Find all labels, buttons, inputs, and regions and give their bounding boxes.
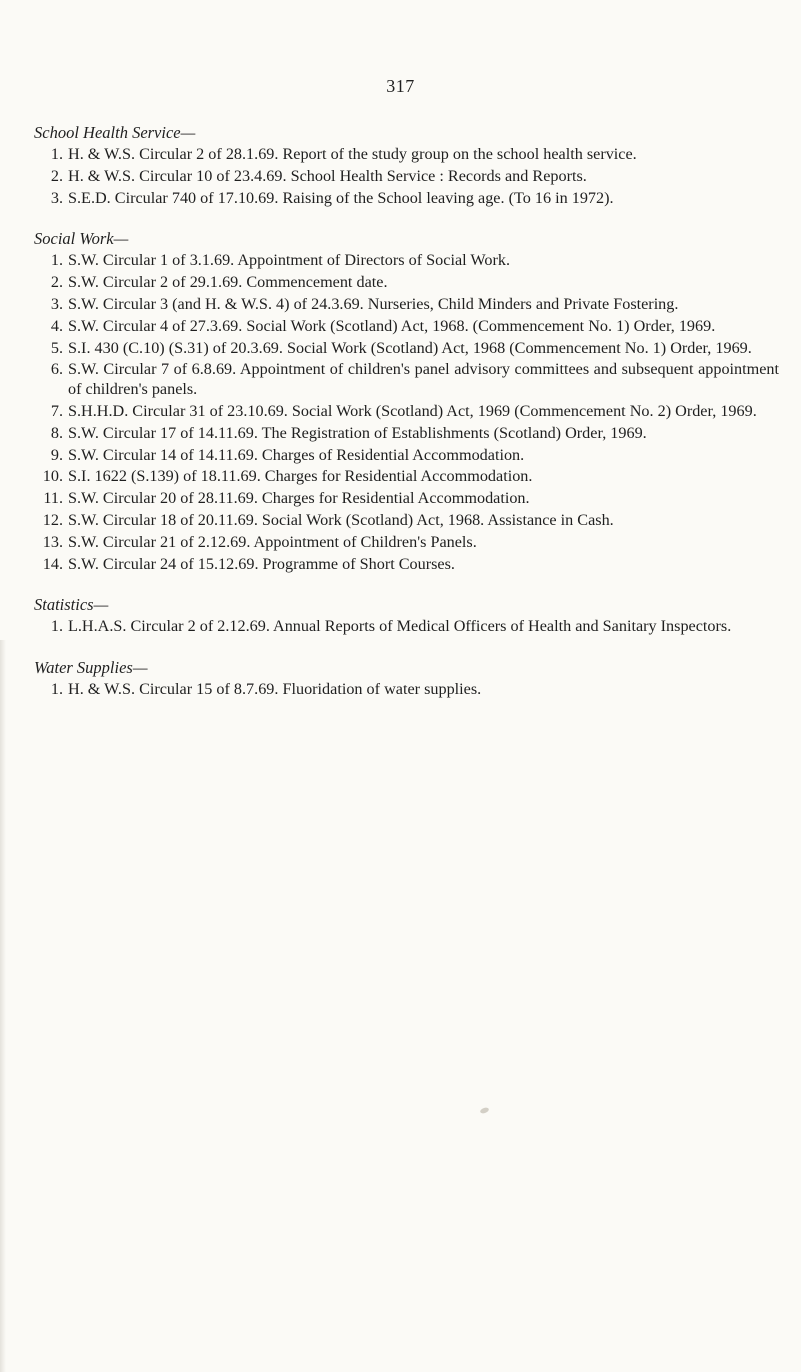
item-text: S.W. Circular 2 of 29.1.69. Commencement date.: [68, 273, 388, 292]
list-item: [34, 489, 779, 509]
item-text: S.W. Circular 17 of 14.11.69. The Registration of Establishments (Scotland) Order, 1969.: [68, 423, 647, 442]
item-text: S.H.H.D. Circular 31 of 23.10.69. Social Work (Scotland) Act, 1969 (Commencement No. 2) Order, 1969.: [68, 401, 757, 420]
item-list: [34, 251, 779, 574]
item-text: H. & W.S. Circular 2 of 28.1.69. Report of the study group on the school health service.: [68, 145, 637, 163]
section-water-supplies: [34, 657, 779, 700]
item-text: H. & W.S. Circular 10 of 23.4.69. School Health Service : Records and Reports.: [68, 166, 587, 185]
section-school-health-service: [34, 122, 779, 208]
list-item: [34, 273, 779, 293]
list-item: [34, 467, 779, 487]
item-list: [34, 680, 779, 700]
list-item: [34, 680, 779, 700]
item-list: [34, 617, 779, 637]
item-number: 1.: [50, 680, 63, 699]
item-number: 3.: [50, 294, 63, 313]
item-number: 1.: [50, 617, 63, 636]
item-number: 7.: [50, 401, 63, 420]
item-number: 4.: [50, 316, 63, 335]
list-item: [34, 424, 779, 444]
list-item: [34, 295, 779, 315]
document-body: [34, 122, 779, 720]
item-number: 10.: [42, 467, 63, 486]
item-number: 9.: [50, 445, 63, 464]
list-item: [34, 339, 779, 359]
item-number: 6.: [50, 360, 63, 379]
section-heading: School Health Service—: [34, 123, 196, 142]
item-number: 3.: [50, 188, 63, 207]
page-number: 317: [386, 76, 415, 96]
list-item: [34, 533, 779, 553]
scan-speck: [479, 1107, 489, 1115]
item-number: 11.: [43, 489, 63, 508]
item-number: 1.: [50, 251, 63, 270]
item-text: H. & W.S. Circular 15 of 8.7.69. Fluoridation of water supplies.: [68, 680, 482, 699]
item-number: 14.: [42, 554, 63, 573]
item-text: S.W. Circular 1 of 3.1.69. Appointment of Directors of Social Work.: [68, 251, 510, 270]
scan-edge-shadow: [0, 640, 6, 1372]
item-text: S.W. Circular 24 of 15.12.69. Programme of Short Courses.: [68, 554, 455, 573]
list-item: [34, 617, 779, 637]
item-text: S.W. Circular 4 of 27.3.69. Social Work (Scotland) Act, 1968. (Commencement No. 1) Order, 1969.: [68, 316, 716, 335]
item-number: 13.: [42, 532, 63, 551]
section-social-work: [34, 228, 779, 574]
item-text: S.W. Circular 3 (and H. & W.S. 4) of 24.3.69. Nurseries, Child Minders and Private Fostering.: [68, 294, 679, 313]
item-number: 2.: [50, 166, 63, 185]
list-item: [34, 555, 779, 575]
section-heading: Water Supplies—: [34, 658, 148, 678]
list-item: [34, 145, 779, 165]
item-text: S.W. Circular 21 of 2.12.69. Appointment of Children's Panels.: [68, 532, 477, 551]
list-item: [34, 511, 779, 531]
item-text: S.W. Circular 14 of 14.11.69. Charges of Residential Accommodation.: [68, 445, 525, 464]
item-number: 5.: [50, 338, 63, 357]
item-text: S.I. 1622 (S.139) of 18.11.69. Charges for Residential Accommodation.: [68, 467, 533, 486]
list-item: [34, 360, 779, 400]
item-text: S.I. 430 (C.10) (S.31) of 20.3.69. Social Work (Scotland) Act, 1968 (Commencement No. 1) Order, 1969.: [68, 338, 752, 357]
item-text: S.W. Circular 20 of 28.11.69. Charges for Residential Accommodation.: [68, 489, 530, 508]
list-item: [34, 446, 779, 466]
item-text: S.W. Circular 18 of 20.11.69. Social Work (Scotland) Act, 1968. Assistance in Cash.: [68, 510, 614, 529]
section-heading: Social Work—: [34, 229, 129, 249]
list-item: [34, 402, 779, 422]
item-number: 2.: [50, 273, 63, 292]
section-statistics: [34, 594, 779, 637]
item-text: S.W. Circular 7 of 6.8.69. Appointment of children's panel advisory committees and subsequent appointment of children's panels.: [68, 360, 779, 399]
item-list: [34, 145, 779, 208]
list-item: [34, 189, 779, 209]
list-item: [34, 251, 779, 271]
list-item: [34, 167, 779, 187]
item-text: S.E.D. Circular 740 of 17.10.69. Raising of the School leaving age. (To 16 in 1972).: [68, 188, 614, 207]
list-item: [34, 317, 779, 337]
item-number: 8.: [50, 423, 63, 442]
item-number: 1.: [50, 145, 63, 163]
item-text: L.H.A.S. Circular 2 of 2.12.69. Annual Reports of Medical Officers of Health and Sanitary Inspectors.: [68, 617, 732, 636]
item-number: 12.: [42, 510, 63, 529]
section-heading: Statistics—: [34, 595, 109, 615]
